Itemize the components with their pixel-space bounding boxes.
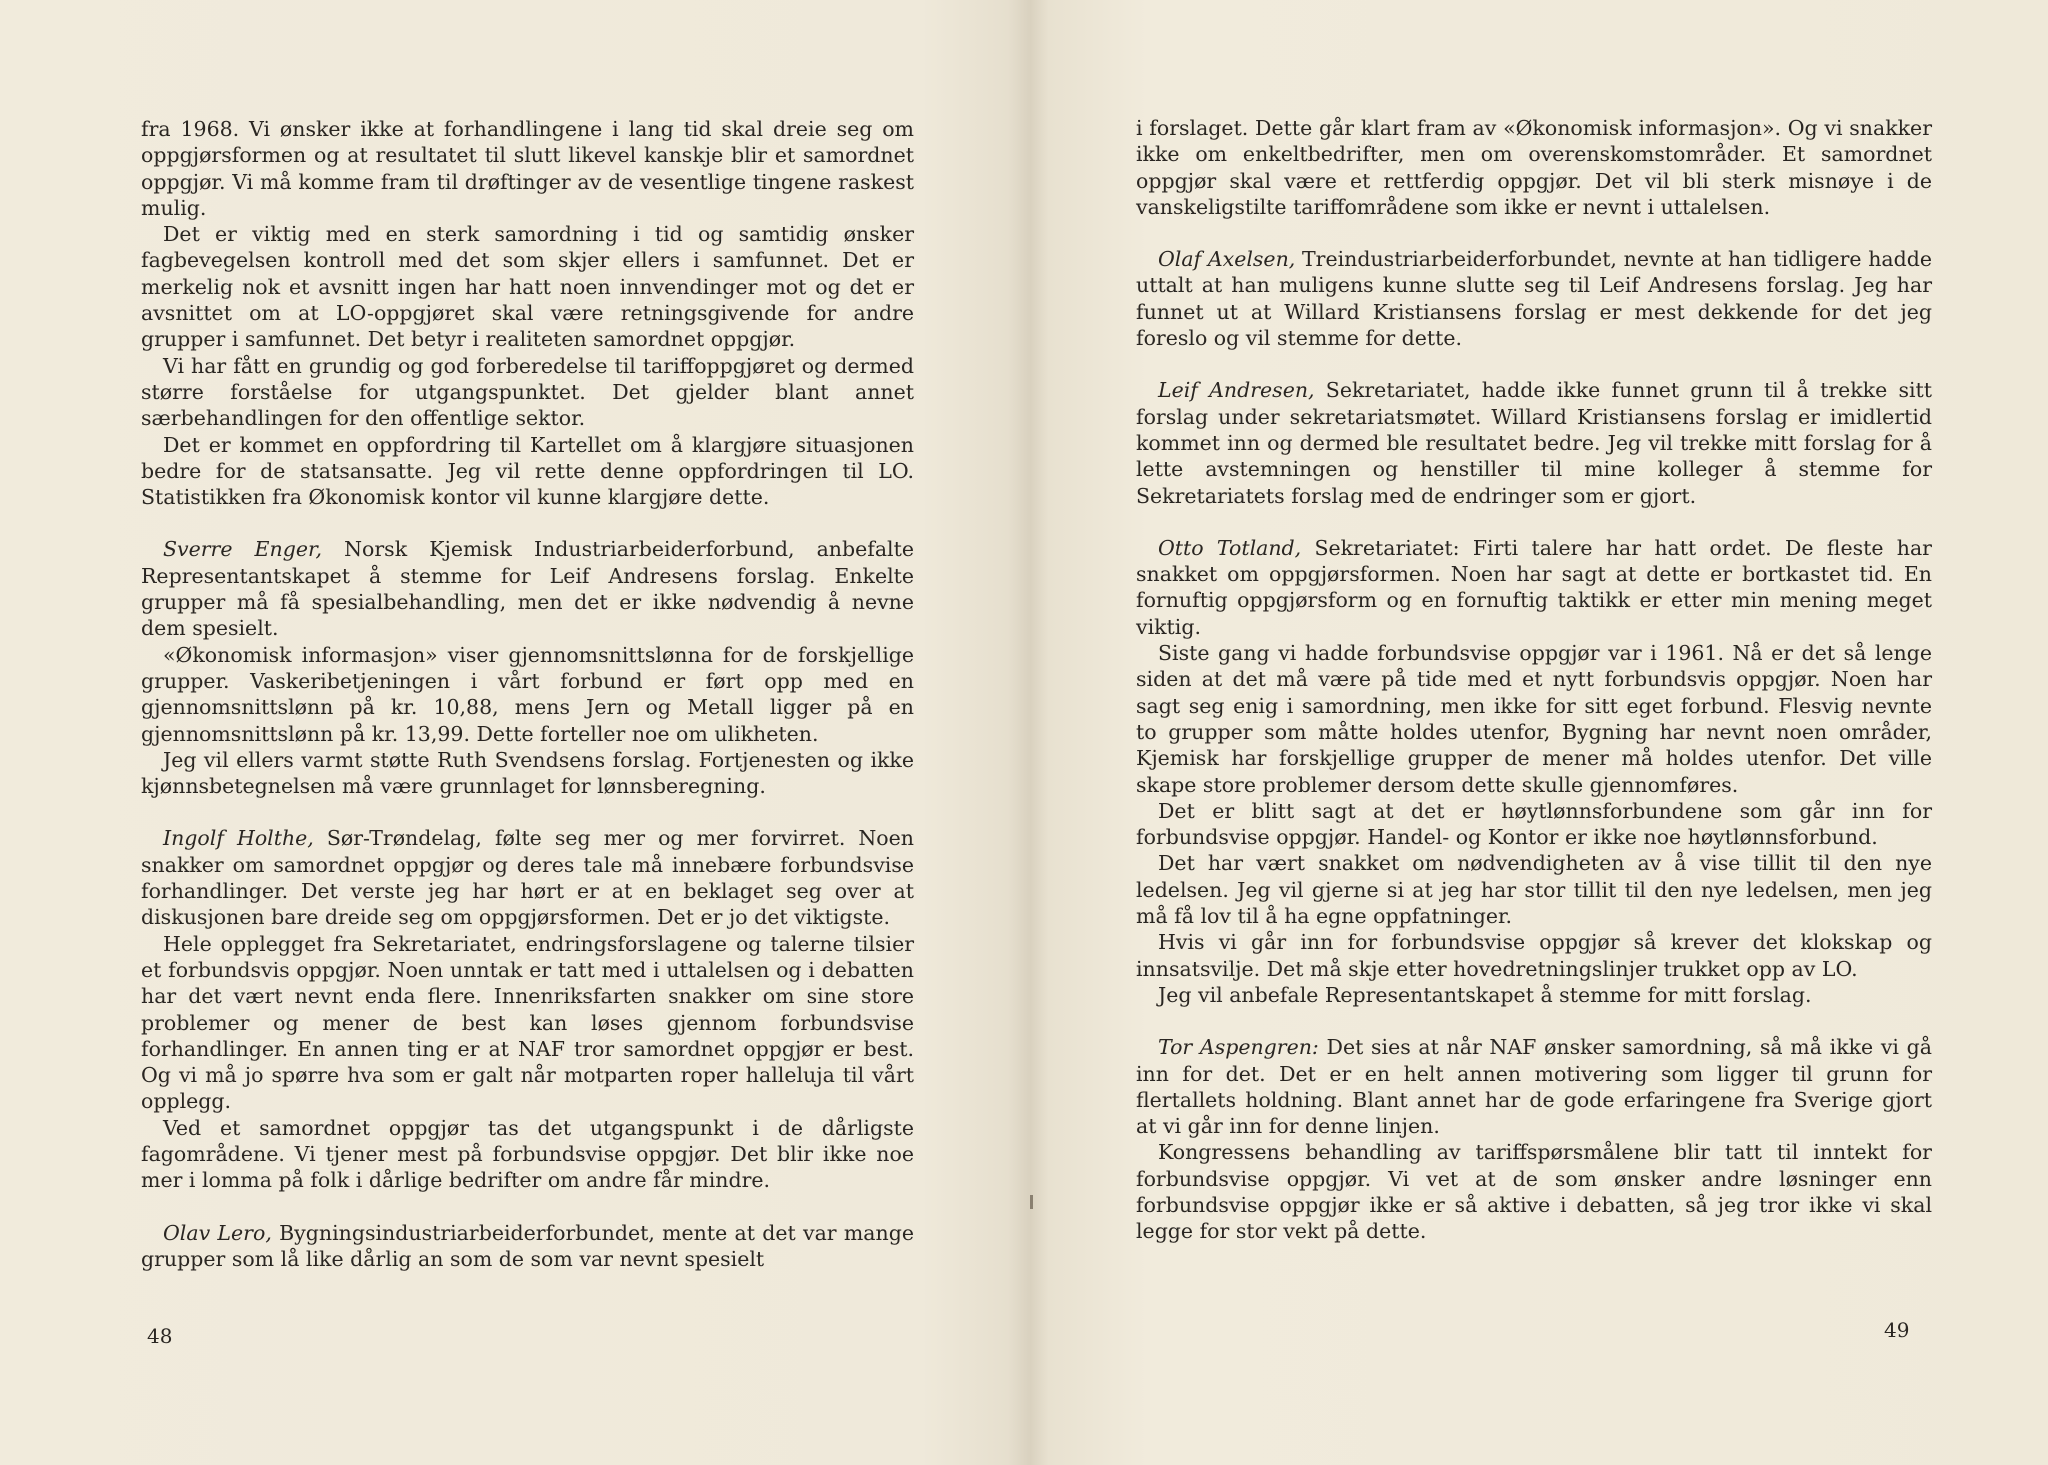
paragraph — [1136, 1139, 1932, 1244]
speaker-paragraph — [1136, 377, 1932, 508]
paragraph-text: Det er kommet en oppfordring til Kartellet om å klargjøre situasjonen bedre for de statsansatte. Jeg vil rette denne oppfordringen til LO. Statistikken fra Økonomisk kontor vil kunne klargjøre dette. — [141, 432, 914, 510]
paragraph — [1136, 798, 1932, 851]
paragraph-text: Hvis vi går inn for forbundsvise oppgjør så krever det klokskap og innsatsvilje. Det må skje etter hovedretningslinjer trukket opp av LO. — [1136, 930, 1932, 981]
speaker-name: Leif Andresen, — [1158, 378, 1315, 403]
paragraph — [1136, 982, 1932, 1008]
speaker-name: Olaf Axelsen, — [1158, 247, 1296, 272]
paragraph-text: Hele opplegget fra Sekretariatet, endringsforslagene og talerne tilsier et forbundsvis oppgjør. Noen unntak er tatt med i uttalelsen og i debatten har det vært nevnt enda flere. Innenriksfarten snakker om sine store problemer og mener de best kan løses gjennom forbundsvise forhandlinger. En annen ting er at NAF tror samordnet oppgjør er best. Og vi må jo spørre hva som er galt når motparten roper halleluja til vårt opplegg. — [141, 931, 914, 1114]
right-page — [1024, 0, 2048, 1465]
paragraph-text: Treindustriarbeiderforbundet, nevnte at han tidligere hadde uttalt at han muligens kunne slutte seg til Leif Andresens forslag. Jeg har funnet ut at Willard Kristiansens forslag er mest dekkende for det jeg foreslo og vil stemme for dette. — [1136, 247, 1932, 351]
left-page-text — [141, 116, 914, 1272]
speaker-name: Ingolf Holthe, — [163, 826, 314, 851]
speaker-paragraph — [1136, 246, 1932, 351]
paragraph — [1136, 850, 1932, 929]
speaker-name: Otto Totland, — [1158, 535, 1302, 560]
page-number: 49 — [1884, 1318, 1910, 1342]
right-page-text — [1136, 115, 1932, 1245]
paragraph-text: «Økonomisk informasjon» viser gjennomsnittslønna for de forskjellige grupper. Vaskeribetjeningen i vårt forbund er ført opp med en gjennomsnittslønn på kr. 10,88, mens Jern og Metall ligger på en gjennomsnittslønn på kr. 13,99. Dette forteller noe om ulikheten. — [141, 642, 914, 746]
paragraph — [141, 1115, 914, 1194]
paragraph — [1136, 929, 1932, 982]
paragraph-text: Norsk Kjemisk Industriarbeiderforbund, anbefalte Representantskapet å stemme for Leif Andresens forslag. Enkelte grupper må få spesialbehandling, men det er ikke nødvendig å nevne dem spesielt. — [141, 537, 914, 641]
paragraph-text: Det er viktig med en sterk samordning i tid og samtidig ønsker fagbevegelsen kontroll med det som skjer ellers i samfunnet. Det er merkelig nok et avsnitt ingen har hatt noen innvendinger mot og det er avsnittet om at LO-oppgjøret skal være retningsgivende for andre grupper i samfunnet. Det betyr i realiteten samordnet oppgjør. — [141, 222, 914, 352]
paragraph-text: Siste gang vi hadde forbundsvise oppgjør var i 1961. Nå er det så lenge siden at det må være på tide med et nytt forbundsvis oppgjør. Noen har sagt seg enig i samordning, men ikke for sitt eget forbund. Flesvig nevnte to grupper som måtte holdes utenfor, Bygning har nevnt noen områder, Kjemisk har forskjellige grupper de mener må holdes utenfor. Det ville skape store problemer dersom dette skulle gjennomføres. — [1136, 641, 1932, 797]
speaker-name: Sverre Enger, — [163, 537, 323, 562]
paragraph-text: Jeg vil anbefale Representantskapet å stemme for mitt forslag. — [1158, 982, 1812, 1007]
paragraph-text: fra 1968. Vi ønsker ikke at forhandlingene i lang tid skal dreie seg om oppgjørsformen og at resultatet til slutt likevel kanskje blir et samordnet oppgjør. Vi må komme fram til drøftinger av de vesentlige tingene raskest mulig. — [141, 117, 914, 220]
paragraph — [141, 747, 914, 800]
paragraph — [141, 642, 914, 747]
paragraph-text: Jeg vil ellers varmt støtte Ruth Svendsens forslag. Fortjenesten og ikke kjønnsbetegnelsen må være grunnlaget for lønnsberegning. — [141, 747, 914, 799]
paragraph-text: Det sies at når NAF ønsker samordning, så må ikke vi gå inn for det. Det er en helt annen motivering som ligger til grunn for flertallets holdning. Blant annet har de gode erfaringene fra Sverige gjort at vi går inn for denne linjen. — [1136, 1035, 1932, 1139]
paragraph-text: Sekretariatet: Firti talere har hatt ordet. De fleste har snakket om oppgjørsformen. Noen har sagt at dette er bortkastet tid. En fornuftig oppgjørsform og en fornuftig taktikk er etter min mening meget viktig. — [1136, 535, 1932, 639]
speaker-paragraph — [141, 1220, 914, 1273]
speaker-paragraph — [1136, 535, 1932, 640]
paragraph-text: Sør-Trøndelag, følte seg mer og mer forvirret. Noen snakker om samordnet oppgjør og deres tale må innebære forbundsvise forhandlinger. Det verste jeg har hørt er at en beklaget seg over at diskusjonen bare dreide seg om oppgjørsformen. Det er jo det viktigste. — [141, 826, 914, 930]
speaker-name: Tor Aspengren: — [1158, 1035, 1319, 1060]
speaker-paragraph — [1136, 1034, 1932, 1139]
paragraph — [141, 116, 914, 221]
paragraph — [141, 353, 914, 432]
paragraph-text: Bygningsindustriarbeiderforbundet, mente at det var mange grupper som lå like dårlig an som de som var nevnt spesielt — [141, 1220, 914, 1271]
paragraph-text: Vi har fått en grundig og god forberedelse til tariffoppgjøret og dermed større forståelse for utgangspunktet. Det gjelder blant annet særbehandlingen for den offentlige sektor. — [141, 353, 914, 431]
paragraph — [141, 931, 914, 1115]
speaker-paragraph — [141, 536, 914, 641]
speaker-paragraph — [141, 825, 914, 930]
paragraph-text: Ved et samordnet oppgjør tas det utgangspunkt i de dårligste fagområdene. Vi tjener mest på forbundsvise oppgjør. Det blir ikke noe mer i lomma på folk i dårlige bedrifter om andre får mindre. — [141, 1115, 914, 1193]
paragraph-text: Sekretariatet, hadde ikke funnet grunn til å trekke sitt forslag under sekretariatsmøtet. Willard Kristiansens forslag er imidlertid kommet inn og dermed ble resultatet bedre. Jeg vil trekke mitt forslag for å lette avstemningen og henstiller til mine kolleger å stemme for Sekretariatets forslag med de endringer som er gjort. — [1136, 378, 1933, 508]
paragraph-text: Det har vært snakket om nødvendigheten av å vise tillit til den nye ledelsen. Jeg vil gjerne si at jeg har stor tillit til den nye ledelsen, men jeg må få lov til å ha egne oppfatninger. — [1136, 851, 1932, 929]
paragraph — [1136, 115, 1932, 220]
paragraph — [141, 432, 914, 511]
paragraph-text: Kongressens behandling av tariffspørsmålene blir tatt til inntekt for forbundsvise oppgjør. Vi vet at de som ønsker andre løsninger enn forbundsvise oppgjør ikke er så aktive i debatten, så jeg tror ikke vi skal legge for stor vekt på dette. — [1136, 1140, 1932, 1244]
paragraph — [1136, 640, 1932, 798]
paragraph-text: Det er blitt sagt at det er høytlønnsforbundene som går inn for forbundsvise oppgjør. Handel- og Kontor er ikke noe høytlønnsforbund. — [1136, 798, 1932, 850]
speaker-name: Olav Lero, — [163, 1220, 272, 1245]
page-number: 48 — [147, 1324, 173, 1348]
paragraph-text: i forslaget. Dette går klart fram av «Økonomisk informasjon». Og vi snakker ikke om enkeltbedrifter, men om overenskomstområder. Et samordnet oppgjør skal være et rettferdig oppgjør. Det vil bli sterk misnøye i de vanskeligstilte tariffområdene som ikke er nevnt i uttalelsen. — [1136, 116, 1932, 219]
paragraph — [141, 221, 914, 352]
